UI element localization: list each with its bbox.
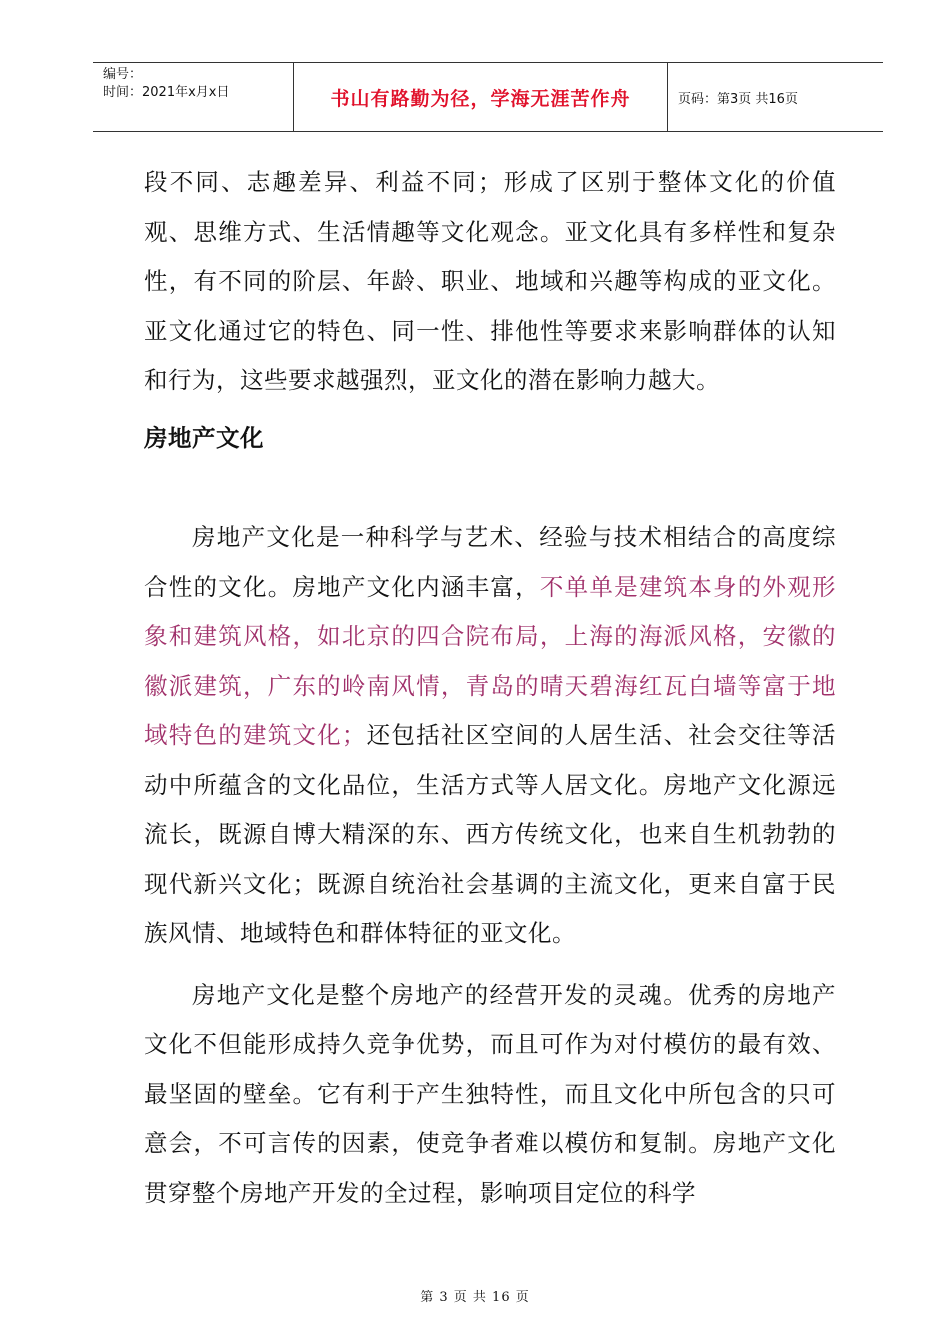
paragraph-subculture: 段不同、志趣差异、利益不同；形成了区别于整体文化的价值观、思维方式、生活情趣等文化观念。亚文化具有多样性和复杂性，有不同的阶层、年龄、职业、地域和兴趣等构成的亚文化。亚文化通过它的特色、同一性、排他性等要求来影响群体的认知和行为，这些要求越强烈，亚文化的潜在影响力越大。 xyxy=(144,168,836,394)
document-header xyxy=(93,62,883,132)
paragraph-real-estate-culture xyxy=(144,513,836,959)
paragraph-text: 还包括社区空间的人居生活、社会交往等活动中所蕴含的文化品位，生活方式等人居文化。房地产文化源远流长，既源自博大精深的东、西方传统文化，也来自生机勃勃的现代新兴文化；既源自统治社会基调的主流文化，更来自富于民族风情、地域特色和群体特征的亚文化。 xyxy=(144,721,837,947)
header-meta xyxy=(93,63,294,131)
section-heading: 房地产文化 xyxy=(144,423,264,452)
number-label: 编号： xyxy=(103,67,143,82)
time-label: 时间：2021年x月x日 xyxy=(103,85,230,100)
paragraph-soul: 房地产文化是整个房地产的经营开发的灵魂。优秀的房地产文化不但能形成持久竞争优势，而且可作为对付模仿的最有效、最坚固的壁垒。它有利于产生独特性，而且文化中所包含的只可意会，不可言传的因素，使竞争者难以模仿和复制。房地产文化贯穿整个房地产开发的全过程，影响项目定位的科学 xyxy=(144,980,836,1207)
paragraph-text: 房地产文化是一种科学与艺术、经验与技术相结合的高度综合性的文化。房地产文化内涵丰富， xyxy=(144,523,836,601)
header-page-info: 页码：第3页 共16页 xyxy=(678,91,798,107)
document-body xyxy=(144,158,836,1218)
page-footer: 第 3 页 共 16 页 xyxy=(420,1290,530,1305)
header-motto: 书山有路勤为径，学海无涯苦作舟 xyxy=(294,63,668,131)
highlighted-text: 不单单是建筑本身的外观形象和建筑风格，如北京的四合院布局，上海的海派风格，安徽的徽派建筑，广东的岭南风情，青岛的晴天碧海红瓦白墙等富于地域特色的建筑文化； xyxy=(144,572,837,749)
